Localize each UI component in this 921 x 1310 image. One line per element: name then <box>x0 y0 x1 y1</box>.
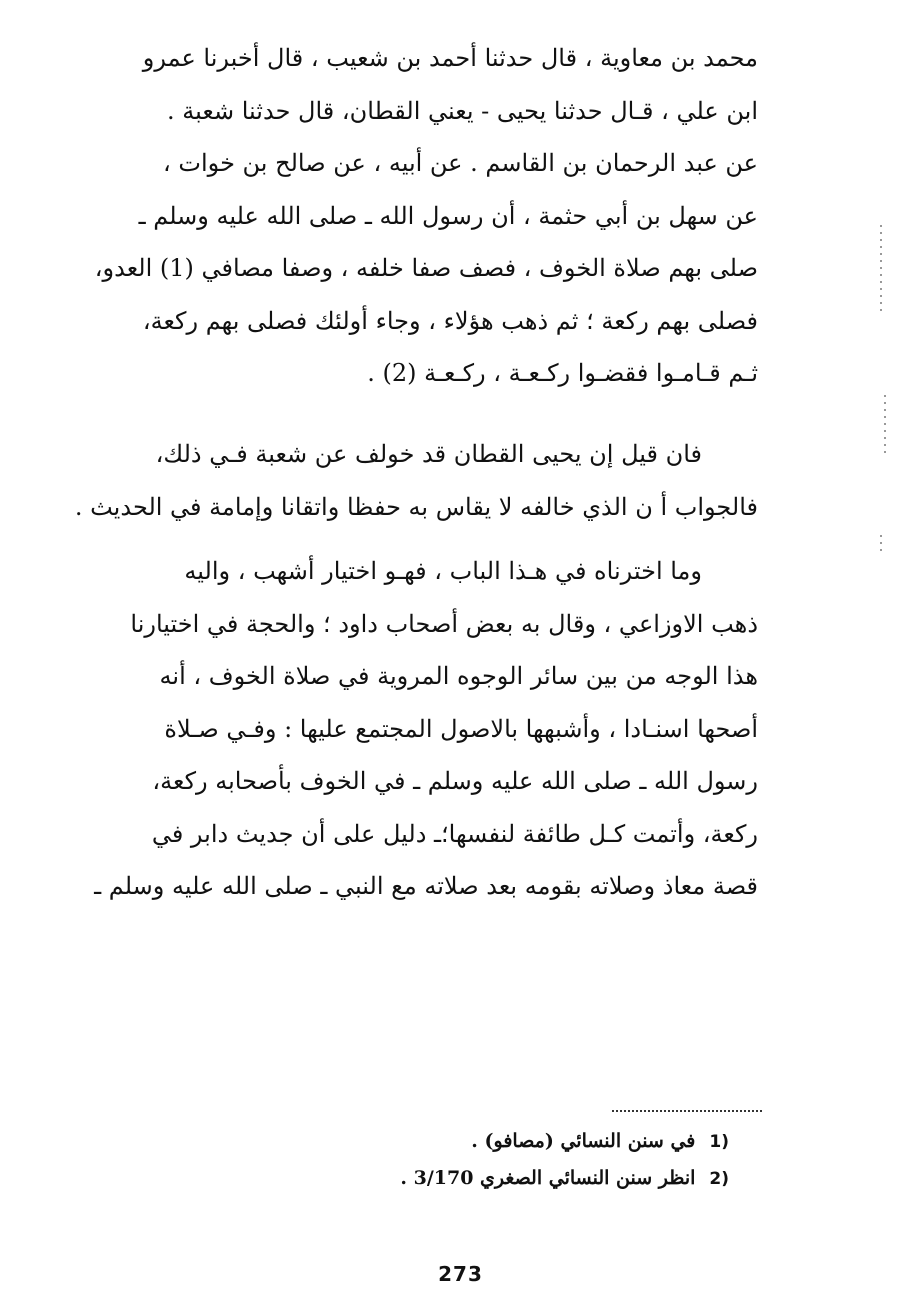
footnote-item <box>309 1123 729 1160</box>
scan-margin-mark <box>884 395 886 455</box>
text-line: وما اخترناه في هـذا الباب ، فهـو اختيار أشهب ، واليه <box>184 557 702 585</box>
footnotes <box>309 1123 729 1197</box>
text-line: رسول الله ـ صلى الله عليه وسلم ـ في الخوف بأصحابه ركعة، <box>152 767 758 795</box>
text-line: فالجواب أ ن الذي خالفه لا يقاس به حفظا واتقانا وإمامة في الحديث . <box>74 492 758 521</box>
text-line: أصحها اسنـادا ، وأشبهها بالاصول المجتمع عليها : وفـي صـلاة <box>164 714 758 743</box>
footnote-text: في سنن النسائي (مصافو) . <box>471 1130 696 1152</box>
paragraph-3 <box>94 545 758 913</box>
paragraph-1 <box>94 32 758 400</box>
text-line: قصة معاذ وصلاته بقومه بعد صلاته مع النبي ـ صلى الله عليه وسلم ـ <box>94 872 758 900</box>
footnote-number: 1) <box>709 1132 729 1152</box>
text-line: فصلى بهم ركعة ؛ ثم ذهب هؤلاء ، وجاء أولئك فصلى بهم ركعة، <box>142 306 758 335</box>
footnote-text: انظر سنن النسائي الصغري 3/170 . <box>400 1167 696 1189</box>
footnote-separator <box>612 1110 762 1112</box>
text-line: ابن علي ، قـال حدثنا يحيى - يعني القطان، قال حدثنا شعبة . <box>167 96 758 125</box>
text-line: محمد بن معاوية ، قال حدثنا أحمد بن شعيب ، قال أخبرنا عمرو <box>142 44 758 72</box>
text-line: ركعة، وأتمت كـل طائفة لنفسها؛ـ دليل على أن جديث دابر في <box>151 819 758 848</box>
text-line: عن عبد الرحمان بن القاسم . عن أبيه ، عن صالح بن خوات ، <box>163 149 758 177</box>
text-line: ذهب الاوزاعي ، وقال به بعض أصحاب داود ؛ والحجة في اختيارنا <box>130 609 758 638</box>
text-line: فان قيل إن يحيى القطان قد خولف عن شعبة فـي ذلك، <box>155 440 702 468</box>
paragraph-2 <box>74 428 758 533</box>
page-number: 273 <box>438 1262 483 1286</box>
scan-margin-mark <box>880 535 882 555</box>
footnote-number: 2) <box>709 1169 729 1189</box>
text-line: عن سهل بن أبي حثمة ، أن رسول الله ـ صلى الله عليه وسلم ـ <box>138 201 758 230</box>
footnote-item <box>309 1160 729 1197</box>
text-line: هذا الوجه من بين سائر الوجوه المروية في صلاة الخوف ، أنه <box>159 662 758 690</box>
text-line: صلى بهم صلاة الخوف ، فصف صفا خلفه ، وصفا مصافي (1) العدو، <box>94 254 758 282</box>
text-line: ثـم قـامـوا فقضـوا ركـعـة ، ركـعـة (2) . <box>367 359 758 387</box>
scan-margin-mark <box>880 225 882 315</box>
